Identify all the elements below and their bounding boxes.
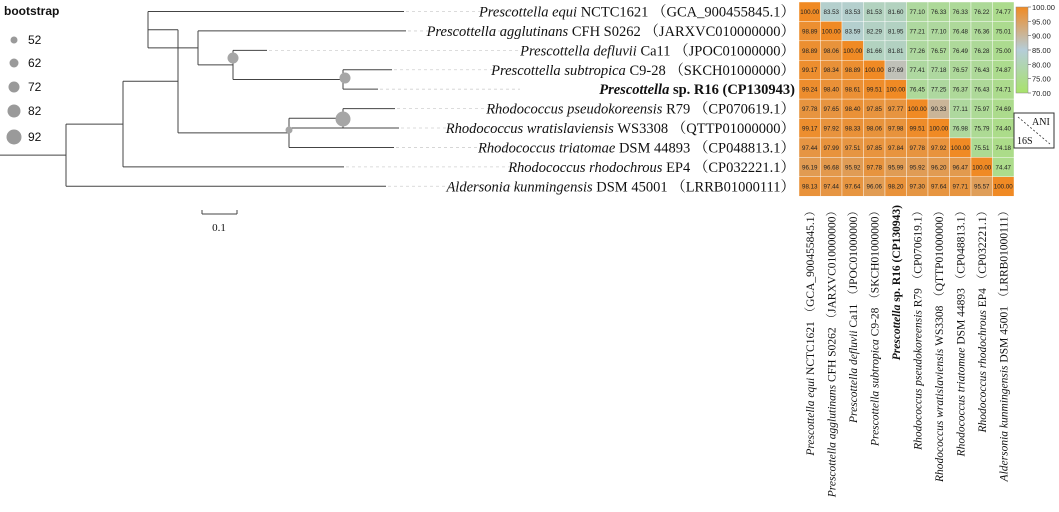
taxon-genus: Prescottella — [478, 4, 553, 21]
heatmap-value: 100.00 — [907, 106, 927, 114]
heatmap-value: 77.10 — [909, 8, 925, 16]
heatmap-value: 74.40 — [995, 125, 1011, 133]
taxon-strain: C9-28 （SKCH01000000） — [629, 62, 795, 79]
taxon-genus: Prescottella — [491, 62, 565, 79]
heatmap-value: 77.41 — [909, 67, 925, 75]
taxon-strain: CFH S0262 （JARXVC010000000） — [571, 23, 795, 40]
taxon-species: rhodochrous — [589, 159, 667, 176]
column-strain: Ca11 （JPOC01000000） — [847, 205, 860, 328]
taxon-species: subtropica — [564, 62, 630, 79]
column-label — [911, 205, 924, 451]
taxa-labels — [426, 4, 796, 196]
heatmap-value: 97.30 — [909, 183, 925, 191]
heatmap-value: 81.60 — [888, 8, 904, 16]
heatmap-value: 97.64 — [931, 183, 947, 191]
colorbar — [1016, 3, 1055, 98]
heatmap-value: 75.79 — [974, 125, 990, 133]
taxon-label — [599, 82, 795, 98]
taxon-strain: EP4 （CP032221.1） — [666, 159, 795, 176]
taxon-genus: Rhodococcus — [486, 101, 568, 118]
taxon-label — [445, 120, 795, 137]
heatmap-value: 76.57 — [931, 47, 947, 55]
legend-circle — [9, 82, 20, 93]
heatmap-value: 75.51 — [974, 144, 990, 152]
heatmap-value: 76.45 — [909, 86, 925, 94]
heatmap-value: 97.78 — [802, 106, 818, 114]
heatmap-value: 83.59 — [845, 28, 861, 36]
heatmap-value: 77.10 — [931, 28, 947, 36]
heatmap-value: 99.17 — [802, 67, 818, 75]
column-species: triatomae — [955, 344, 968, 393]
heatmap-value: 97.44 — [802, 144, 818, 152]
heatmap-value: 96.20 — [931, 164, 947, 172]
heatmap-value: 100.00 — [929, 125, 949, 133]
column-label — [825, 205, 838, 498]
column-genus: Prescottella — [890, 301, 903, 361]
heatmap-value: 98.89 — [845, 67, 861, 75]
taxon-species: agglutinans — [499, 23, 572, 40]
taxon-label — [507, 159, 795, 176]
taxon-label — [426, 23, 795, 40]
heatmap-value: 98.40 — [845, 106, 861, 114]
heatmap-value: 97.98 — [888, 125, 904, 133]
taxon-genus: Rhodococcus — [445, 121, 527, 138]
heatmap-value: 98.34 — [823, 67, 839, 75]
taxon-strain: R79 （CP070619.1） — [666, 101, 795, 118]
taxon-genus: Prescottella — [520, 43, 594, 60]
colorbar-tick-label: 90.00 — [1032, 31, 1051, 41]
taxon-species: sp. R16 (CP130943) — [672, 82, 795, 99]
heatmap-value: 77.11 — [952, 106, 968, 114]
heatmap-value: 76.43 — [974, 67, 990, 75]
column-genus: Rhodococcus — [933, 417, 946, 482]
heatmap-value: 98.61 — [845, 86, 861, 94]
heatmap-value: 97.64 — [845, 183, 861, 191]
taxon-strain: NCTC1621 （GCA_900455845.1） — [580, 4, 795, 21]
bootstrap-node — [340, 73, 351, 84]
taxon-species: triatomae — [558, 140, 619, 157]
column-genus: Prescottella — [826, 439, 839, 498]
taxon-strain: WS3308 （QTTP01000000） — [617, 121, 795, 138]
heatmap-value: 100.00 — [886, 86, 906, 94]
colorbar-tick-label: 95.00 — [1032, 17, 1051, 27]
heatmap-value: 99.17 — [802, 125, 818, 133]
heatmap-value: 75.00 — [995, 47, 1011, 55]
heatmap-value: 76.22 — [974, 8, 990, 16]
heatmap-value: 95.92 — [909, 164, 925, 172]
heatmap-value: 96.19 — [802, 164, 818, 172]
column-genus: Prescottella — [869, 387, 882, 446]
heatmap-value: 76.57 — [952, 67, 968, 75]
heatmap-value: 97.77 — [888, 106, 904, 114]
heatmap-value: 97.71 — [952, 183, 968, 191]
taxon-label — [477, 139, 795, 156]
heatmap-value: 81.53 — [866, 8, 882, 16]
legend-items — [7, 33, 42, 145]
heatmap-value: 82.29 — [866, 28, 882, 36]
taxon-species: defluvii — [593, 43, 641, 60]
taxon-strain: Ca11 （JPOC01000000） — [640, 43, 795, 60]
heatmap-value: 76.33 — [931, 8, 947, 16]
column-genus: Prescottella — [804, 397, 817, 456]
column-strain: C9-28 （SKCH01000000） — [869, 205, 882, 337]
heatmap-value: 97.92 — [823, 125, 839, 133]
column-species: agglutinans — [826, 382, 839, 440]
heatmap-value: 98.33 — [845, 125, 861, 133]
heatmap-value: 98.20 — [888, 183, 904, 191]
heatmap-value: 100.00 — [843, 47, 863, 55]
heatmap-value: 97.78 — [909, 144, 925, 152]
taxon-label — [445, 178, 795, 195]
heatmap-value: 76.43 — [974, 86, 990, 94]
column-genus: Rhodococcus — [912, 385, 925, 450]
taxon-species: equi — [552, 4, 581, 21]
taxon-label — [519, 42, 795, 59]
column-strain: WS3308 （QTTP01000000） — [933, 205, 946, 346]
heatmap-value: 100.00 — [800, 8, 820, 16]
legend-label: 92 — [28, 130, 42, 144]
column-strain: DSM 45001 （LRRB01000111） — [998, 205, 1011, 363]
column-genus: Prescottella — [847, 364, 860, 423]
taxon-label — [490, 62, 795, 79]
bootstrap-legend — [4, 4, 59, 145]
heatmap-value: 77.21 — [909, 28, 925, 36]
key-upper-label: ANI — [1032, 117, 1050, 128]
heatmap-value: 96.47 — [952, 164, 968, 172]
colorbar-tick-label: 75.00 — [1032, 74, 1051, 84]
heatmap-value: 98.06 — [866, 125, 882, 133]
heatmap-value: 77.25 — [931, 86, 947, 94]
heatmap-value: 90.33 — [931, 106, 947, 114]
taxon-species: wratislaviensis — [526, 121, 618, 138]
heatmap-value: 97.65 — [823, 106, 839, 114]
column-label — [868, 205, 881, 447]
colorbar-tick-label: 85.00 — [1032, 46, 1051, 55]
heatmap-value: 76.49 — [952, 47, 968, 55]
heatmap-value: 100.00 — [972, 164, 992, 172]
heatmap-value: 97.78 — [866, 164, 882, 172]
column-strain: DSM 44893 （CP048813.1） — [955, 205, 968, 345]
column-label — [933, 205, 946, 483]
taxon-genus: Rhodococcus — [508, 159, 590, 176]
taxon-genus: Prescottella — [426, 23, 500, 40]
heatmap-value: 98.40 — [823, 86, 839, 94]
heatmap-value: 98.06 — [823, 47, 839, 55]
heatmap-value: 96.68 — [823, 164, 839, 172]
column-label — [847, 205, 860, 424]
colorbar-tick-label: 100.00 — [1032, 3, 1055, 12]
heatmap-value: 97.44 — [823, 183, 839, 191]
column-genus: Aldersonia — [998, 428, 1011, 482]
scale-bar — [202, 210, 237, 234]
heatmap-value: 100.00 — [821, 28, 841, 36]
heatmap-value: 76.98 — [952, 125, 968, 133]
taxon-label — [485, 101, 795, 118]
column-strain: EP4 （CP032221.1） — [976, 205, 989, 308]
taxon-label — [478, 4, 795, 21]
heatmap-value: 74.87 — [995, 67, 1011, 75]
bootstrap-node — [336, 112, 351, 127]
heatmap-value: 97.99 — [823, 144, 839, 152]
heatmap-value: 98.89 — [802, 28, 818, 36]
column-label — [891, 205, 903, 360]
heatmap-value: 76.37 — [952, 86, 968, 94]
heatmap-value: 99.24 — [802, 86, 818, 94]
heatmap-value: 75.97 — [974, 106, 990, 114]
column-species: subtropica — [869, 336, 882, 388]
column-label — [804, 205, 817, 457]
legend-circle — [7, 130, 22, 145]
heatmap-value: 95.92 — [845, 164, 861, 172]
legend-title: bootstrap — [4, 4, 60, 18]
heatmap-value: 100.00 — [993, 183, 1013, 191]
heatmap-value: 100.00 — [950, 144, 970, 152]
heatmap-value: 95.99 — [888, 164, 904, 172]
legend-label: 52 — [28, 33, 42, 47]
heatmap-value: 83.53 — [845, 8, 861, 16]
heatmap-value: 96.06 — [866, 183, 882, 191]
scale-bar-label: 0.1 — [212, 222, 226, 234]
heatmap-value: 98.89 — [802, 47, 818, 55]
heatmap-value: 95.57 — [974, 183, 990, 191]
heatmap-value: 99.51 — [909, 125, 925, 133]
legend-label: 62 — [28, 56, 42, 70]
heatmap-value: 99.51 — [866, 86, 882, 94]
taxon-genus: Rhodococcus — [478, 140, 559, 157]
colorbar-tick-label: 70.00 — [1032, 89, 1051, 98]
column-label — [954, 205, 967, 457]
heatmap-value: 74.77 — [995, 8, 1011, 16]
heatmap-value: 97.51 — [845, 144, 861, 152]
column-strain: R79 （CP070619.1） — [912, 205, 925, 308]
legend-label: 72 — [28, 80, 42, 94]
legend-label: 82 — [28, 104, 42, 118]
heatmap-value: 97.92 — [931, 144, 947, 152]
heatmap-value: 75.01 — [995, 28, 1011, 36]
colorbar-ticks — [1028, 3, 1055, 98]
identity-heatmap — [799, 2, 1014, 196]
matrix-key — [1014, 113, 1054, 148]
bootstrap-node — [228, 53, 239, 64]
heatmap-value: 97.84 — [888, 144, 904, 152]
column-genus: Rhodococcus — [976, 368, 989, 433]
column-strain: NCTC1621 （GCA_900455845.1） — [804, 205, 817, 375]
heatmap-value: 97.85 — [866, 144, 882, 152]
column-species: equi — [804, 374, 817, 398]
heatmap-value: 81.81 — [888, 47, 904, 55]
column-species: pseudokoreensis — [912, 307, 925, 386]
phylogenetic-tree — [0, 12, 406, 187]
column-species: rhodochrous — [976, 307, 989, 369]
taxon-strain: DSM 44893 （CP048813.1） — [618, 140, 795, 157]
legend-circle — [11, 37, 18, 44]
heatmap-value: 81.66 — [866, 47, 882, 55]
column-labels — [804, 205, 1011, 498]
heatmap-value: 76.36 — [974, 28, 990, 36]
column-genus: Rhodococcus — [955, 392, 968, 457]
heatmap-value: 76.28 — [974, 47, 990, 55]
heatmap-value: 76.48 — [952, 28, 968, 36]
taxon-strain: DSM 45001 （LRRB01000111） — [596, 179, 795, 196]
column-species: wratislaviensis — [933, 345, 946, 418]
taxon-genus: Aldersonia — [446, 179, 514, 196]
taxon-genus: Prescottella — [599, 82, 673, 99]
column-species: kunmingensis — [998, 362, 1011, 429]
heatmap-value: 98.13 — [802, 183, 818, 191]
heatmap-value: 77.26 — [909, 47, 925, 55]
column-species: defluvii — [847, 327, 860, 365]
legend-circle — [10, 59, 19, 68]
heatmap-value: 97.85 — [866, 106, 882, 114]
heatmap-value: 74.18 — [995, 144, 1011, 152]
heatmap-value: 81.95 — [888, 28, 904, 36]
column-label — [976, 205, 989, 433]
heatmap-value: 76.33 — [952, 8, 968, 16]
column-strain: CFH S0262 （JARXVC010000000） — [826, 205, 839, 382]
legend-circle — [8, 105, 21, 118]
heatmap-value: 74.71 — [995, 86, 1011, 94]
column-label — [997, 205, 1010, 482]
colorbar-tick-label: 80.00 — [1032, 60, 1051, 70]
column-species: sp. R16 (CP130943) — [890, 205, 903, 302]
heatmap-value: 74.47 — [995, 164, 1011, 172]
heatmap-value: 74.69 — [995, 106, 1011, 114]
bootstrap-node — [286, 127, 293, 134]
heatmap-value: 77.18 — [931, 67, 947, 75]
heatmap-value: 83.53 — [823, 8, 839, 16]
heatmap-value: 100.00 — [864, 67, 884, 75]
heatmap-value: 87.69 — [888, 67, 904, 75]
taxon-species: kunmingensis — [513, 179, 597, 196]
key-lower-label: 16S — [1017, 136, 1033, 147]
taxon-species: pseudokoreensis — [567, 101, 667, 118]
